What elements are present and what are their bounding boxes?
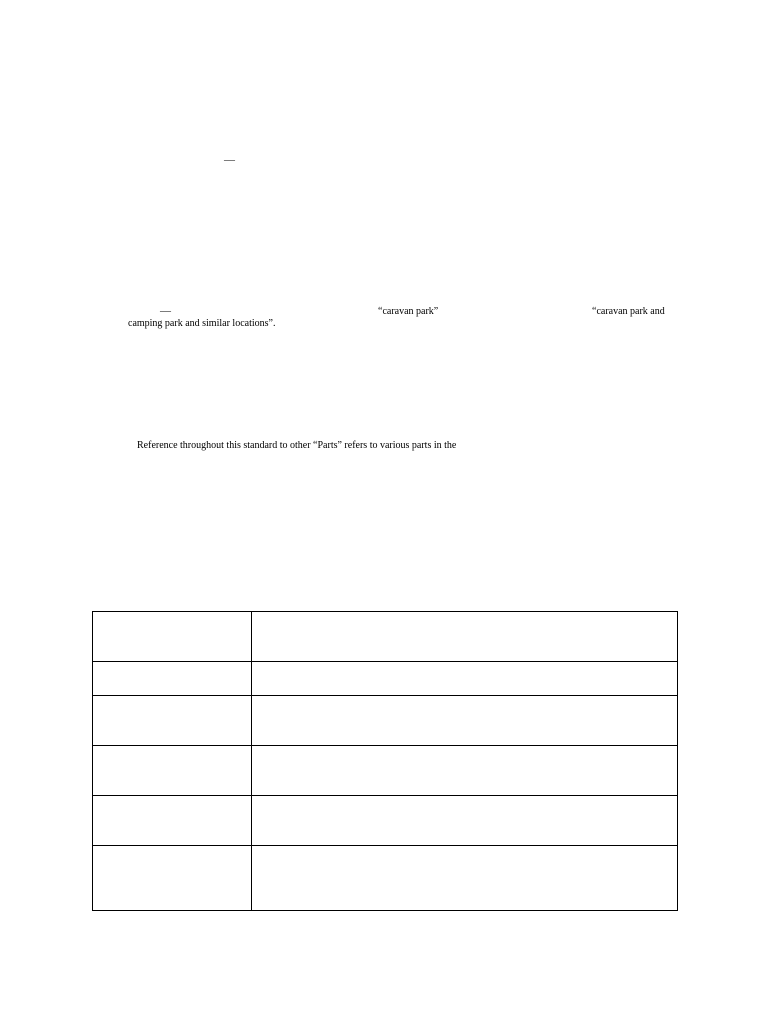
table-cell-part <box>93 662 252 696</box>
table-row <box>93 796 678 846</box>
table-cell-title <box>252 746 678 796</box>
table-cell-title <box>252 612 678 662</box>
heading-dash: — <box>224 154 235 166</box>
table-cell-part <box>93 796 252 846</box>
caravan-park-and-term: “caravan park and <box>592 306 665 317</box>
table-cell-part <box>93 746 252 796</box>
table-row <box>93 612 678 662</box>
table-row <box>93 696 678 746</box>
table-cell-part <box>93 612 252 662</box>
table-cell-title <box>252 796 678 846</box>
paragraph-dash: — <box>160 305 171 317</box>
reference-note: Reference throughout this standard to other “Parts” refers to various parts in the <box>137 440 457 451</box>
table-row <box>93 746 678 796</box>
table-row <box>93 662 678 696</box>
table-cell-title <box>252 846 678 911</box>
table-row <box>93 846 678 911</box>
table-cell-part <box>93 696 252 746</box>
caravan-park-term: “caravan park” <box>378 306 439 317</box>
table-cell-part <box>93 846 252 911</box>
parts-table <box>92 611 678 911</box>
table-cell-title <box>252 696 678 746</box>
table-cell-title <box>252 662 678 696</box>
paragraph-line-2: camping park and similar locations”. <box>128 318 276 329</box>
